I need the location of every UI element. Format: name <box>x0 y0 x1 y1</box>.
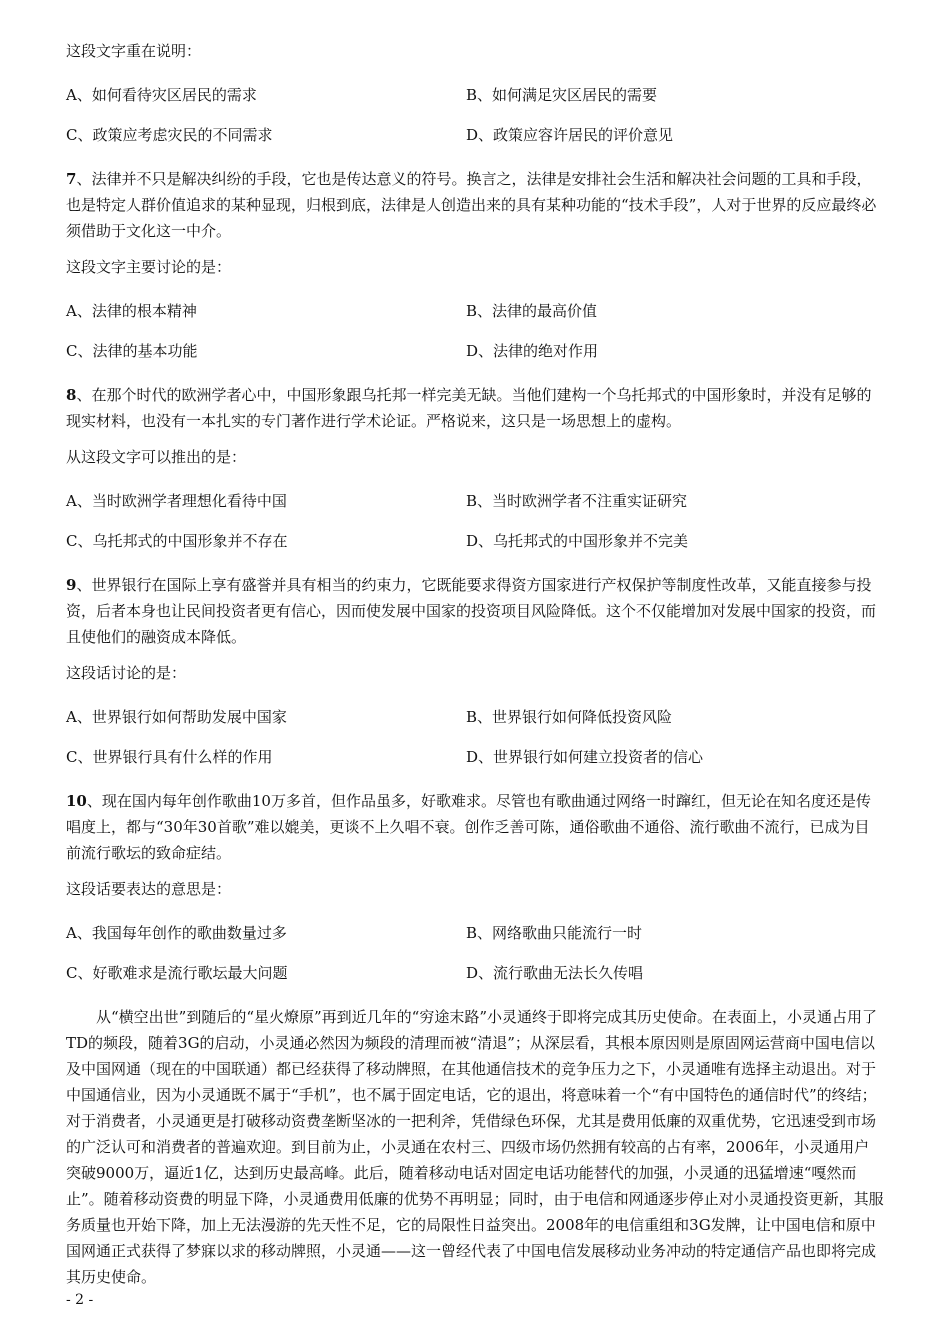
q9-body: 、世界银行在国际上享有盛誉并具有相当的约束力，它既能要求得资方国家进行产权保护等制度性改革，又能直接参与投资，后者本身也让民间投资者更有信心，因而使发展中国家的投资项目风险降低。这个不仅能增加对发展中国家的投资，而且使他们的融资成本降低。 <box>66 576 877 646</box>
q10-text <box>66 788 884 866</box>
q6-option-c: C、政策应考虑灾民的不同需求 <box>66 125 273 144</box>
q8-option-a: A、当时欧洲学者理想化看待中国 <box>66 491 287 510</box>
q8-text <box>66 382 884 434</box>
q10-option-b: B、网络歌曲只能流行一时 <box>466 923 643 942</box>
q7-option-b: B、法律的最高价值 <box>466 301 598 320</box>
q10-stem: 这段话要表达的意思是： <box>66 880 232 898</box>
q10-options <box>66 912 884 992</box>
q9-option-d: D、世界银行如何建立投资者的信心 <box>466 747 704 766</box>
q10-number: 10 <box>66 792 87 810</box>
q8-option-c: C、乌托邦式的中国形象并不存在 <box>66 531 288 550</box>
reading-passage: 从“横空出世”到随后的“星火燎原”再到近几年的“穷途末路”小灵通终于即将完成其历史使命。在表面上，小灵通占用了TD的频段，随着3G的启动，小灵通必然因为频段的清理而被“清退”；从深层看，其根本原因则是原固网运营商中国电信以及中国网通（现在的中国联通）都已经获得了移动牌照，在其他通信技术的竞争压力之下，小灵通唯有选择主动退出。对于中国通信业，因为小灵通既不属于“手机”，也不属于固定电话，它的退出，将意味着一个“有中国特色的通信时代”的终结；对于消费者，小灵通更是打破移动资费垄断坚冰的一把利斧，凭借绿色环保，尤其是费用低廉的双重优势，它迅速受到市场的广泛认可和消费者的普遍欢迎。到目前为止，小灵通在农村三、四级市场仍然拥有较高的占有率，2006年，小灵通用户突破9000万，逼近1亿，达到历史最高峰。此后，随着移动电话对固定电话功能替代的加强，小灵通的迅猛增速“嘎然而止”。随着移动资费的明显下降，小灵通费用低廉的优势不再明显；同时，由于电信和网通逐步停止对小灵通投资更新，其服务质量也开始下降，加上无法漫游的先天性不足，它的局限性日益突出。2008年的电信重组和3G发牌，让中国电信和原中国网通正式获得了梦寐以求的移动牌照，小灵通——这一曾经代表了中国电信发展移动业务冲动的特定通信产品也即将完成其历史使命。 <box>66 1008 884 1286</box>
q7-options <box>66 290 884 370</box>
q9-options <box>66 696 884 776</box>
page-number: - 2 - <box>66 1292 94 1308</box>
q9-number: 9 <box>66 576 77 594</box>
q7-stem: 这段文字主要讨论的是： <box>66 258 232 276</box>
q8-body: 、在那个时代的欧洲学者心中，中国形象跟乌托邦一样完美无缺。当他们建构一个乌托邦式的中国形象时，并没有足够的现实材料，也没有一本扎实的专门著作进行学术论证。严格说来，这只是一场思想上的虚构。 <box>66 386 872 430</box>
q7-body: 、法律并不只是解决纠纷的手段，它也是传达意义的符号。换言之，法律是安排社会生活和解决社会问题的工具和手段，也是特定人群价值追求的某种显现，归根到底，法律是人创造出来的具有某种功能的“技术手段”，人对于世界的反应最终必须借助于文化这一中介。 <box>66 170 877 240</box>
q9-stem: 这段话讨论的是： <box>66 664 187 682</box>
q6-option-a: A、如何看待灾区居民的需求 <box>66 85 257 104</box>
q8-option-b: B、当时欧洲学者不注重实证研究 <box>466 491 688 510</box>
q7-text <box>66 166 884 244</box>
q8-number: 8 <box>66 386 77 404</box>
q8-stem: 从这段文字可以推出的是： <box>66 448 247 466</box>
q10-body: 、现在国内每年创作歌曲10万多首，但作品虽多，好歌难求。尽管也有歌曲通过网络一时蹿红，但无论在知名度还是传唱度上，都与“30年30首歌”难以媲美，更谈不上久唱不衰。创作乏善可陈，通俗歌曲不通俗、流行歌曲不流行，已成为目前流行歌坛的致命症结。 <box>66 792 871 862</box>
q8-option-d: D、乌托邦式的中国形象并不完美 <box>466 531 689 550</box>
q8-options <box>66 480 884 560</box>
q7-option-d: D、法律的绝对作用 <box>466 341 599 360</box>
q10-option-d: D、流行歌曲无法长久传唱 <box>466 963 644 982</box>
q6-option-d: D、政策应容许居民的评价意见 <box>466 125 674 144</box>
document-page <box>66 38 884 1290</box>
q9-text <box>66 572 884 650</box>
q7-option-c: C、法律的基本功能 <box>66 341 198 360</box>
q10-option-a: A、我国每年创作的歌曲数量过多 <box>66 923 287 942</box>
q6-stem: 这段文字重在说明： <box>66 42 202 60</box>
q9-option-c: C、世界银行具有什么样的作用 <box>66 747 273 766</box>
q9-option-a: A、世界银行如何帮助发展中国家 <box>66 707 287 726</box>
q9-option-b: B、世界银行如何降低投资风险 <box>466 707 673 726</box>
q6-options <box>66 74 884 154</box>
q10-option-c: C、好歌难求是流行歌坛最大问题 <box>66 963 288 982</box>
q7-number: 7 <box>66 170 77 188</box>
q6-option-b: B、如何满足灾区居民的需要 <box>466 85 658 104</box>
q7-option-a: A、法律的根本精神 <box>66 301 197 320</box>
